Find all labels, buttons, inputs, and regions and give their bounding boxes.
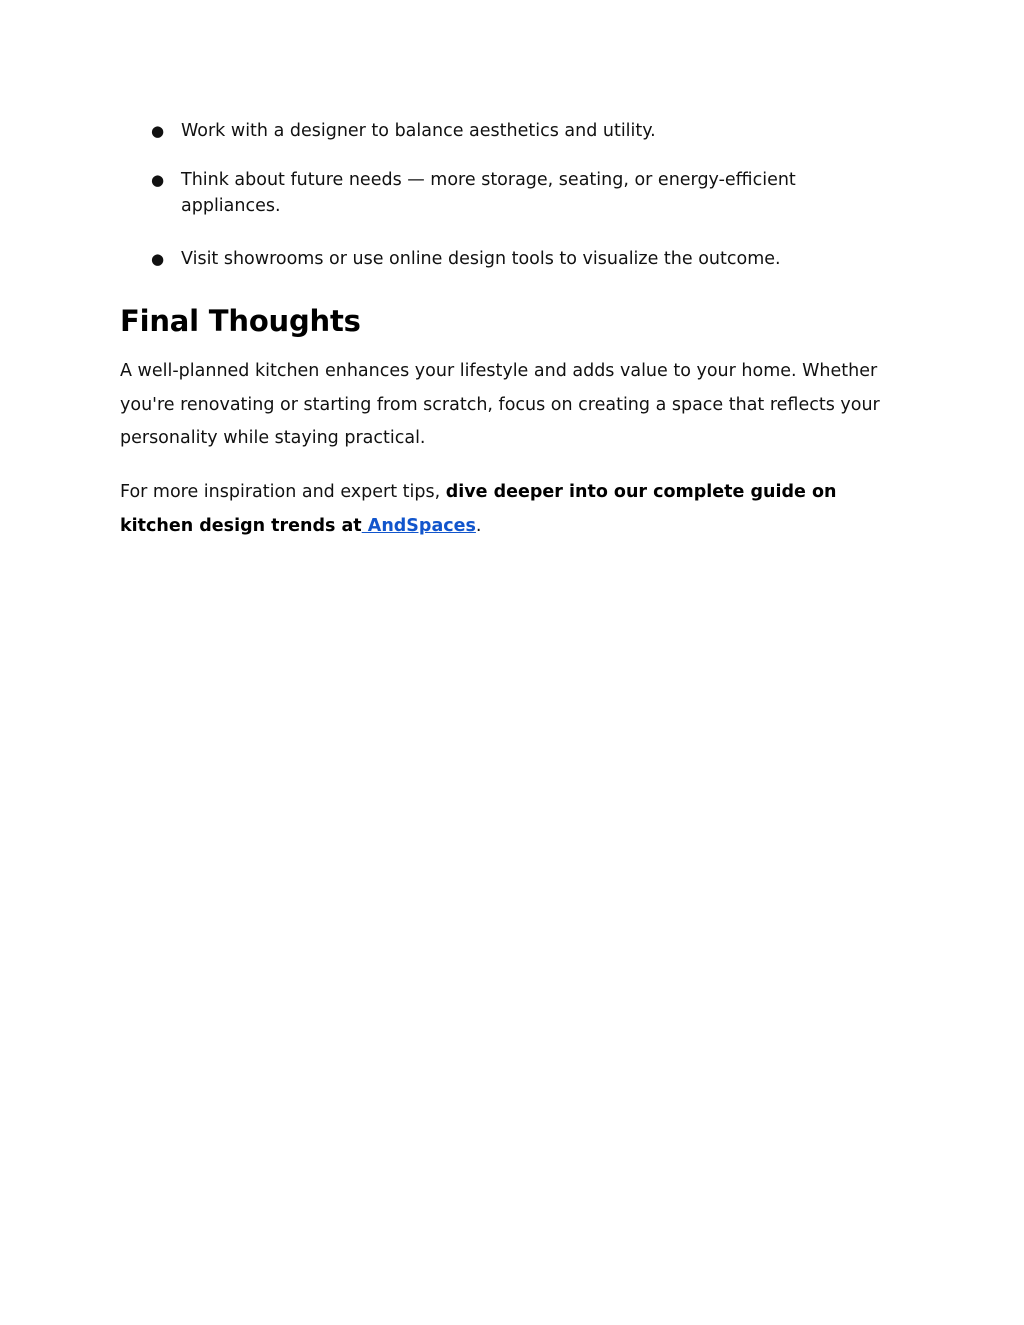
list-item xyxy=(120,167,880,219)
cta-period: . xyxy=(475,515,482,536)
tips-bullet-list xyxy=(120,118,880,272)
andspaces-link[interactable]: AndSpaces xyxy=(361,515,476,536)
bullet-icon: ● xyxy=(151,250,165,268)
bullet-icon: ● xyxy=(151,122,165,140)
cta-bold-text: dive deeper into our complete guide on kitchen design trends at xyxy=(120,482,837,536)
list-item-text: Think about future needs — more storage, seating, or energy-efficient appliances. xyxy=(181,170,796,216)
bullet-icon: ● xyxy=(151,171,165,189)
call-to-action-paragraph xyxy=(120,476,890,543)
section-heading: Final Thoughts xyxy=(120,304,361,338)
list-item-text: Work with a designer to balance aesthetics and utility. xyxy=(181,121,656,141)
list-item xyxy=(120,118,880,144)
list-item-text: Visit showrooms or use online design tools to visualize the outcome. xyxy=(181,249,781,269)
conclusion-paragraph: A well-planned kitchen enhances your lifestyle and adds value to your home. Whether you're renovating or starting from scratch, focus on creating a space that reflects your personality while staying practical. xyxy=(120,361,880,448)
list-item xyxy=(120,246,880,272)
cta-intro-text: For more inspiration and expert tips, xyxy=(120,482,446,502)
